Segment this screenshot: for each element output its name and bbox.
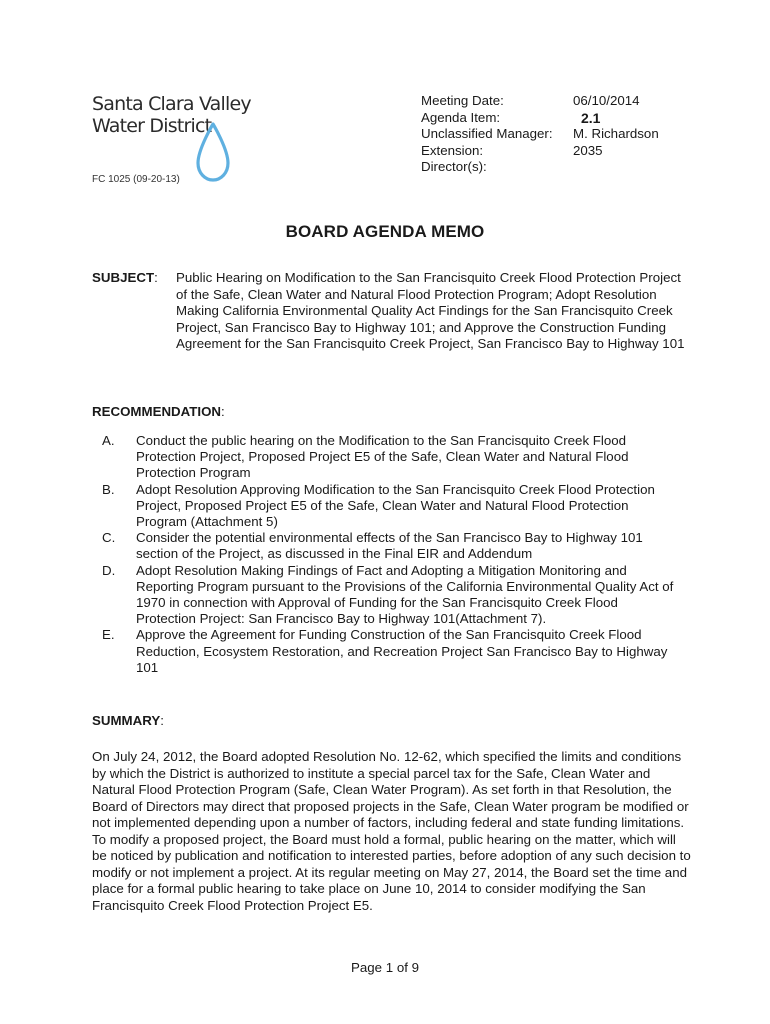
extension-value: 2035: [573, 142, 603, 158]
directors-label: Director(s):: [421, 159, 487, 174]
form-code: FC 1025 (09-20-13): [92, 174, 180, 185]
page-title: BOARD AGENDA MEMO: [285, 222, 485, 241]
subject-label: [92, 270, 176, 353]
meeting-metadata: [421, 93, 659, 176]
summary-heading: [92, 713, 164, 728]
list-item: [102, 563, 682, 628]
summary-text: On July 24, 2012, the Board adopted Resolution No. 12-62, which specified the limits and conditions by which the District is authorized to institute a special parcel tax for the Safe, Clean Water and Natural Flood Protection Program (Safe, Clean Water Program). As set forth in that Resolution, the Board of Directors may direct that proposed projects in the Safe, Clean Water program be modified or not implemented depending upon a number of factors, including federal and state funding limitations. To modify a proposed project, the Board must hold a formal, public hearing on the matter, which will be noticed by publication and notification to interested parties, before adoption of any such decision to modify or not implement a project. At its regular meeting on May 27, 2014, the Board set the time and place for a formal public hearing to take place on June 10, 2014 to consider modifying the San Francisquito Creek Flood Protection Project E5.: [92, 749, 691, 913]
list-item: [102, 482, 682, 531]
list-item-letter: C.: [102, 530, 116, 546]
meeting-date-label: Meeting Date:: [421, 93, 504, 108]
meeting-date-row: [421, 93, 659, 110]
list-item-text: Adopt Resolution Making Findings of Fact and Adopting a Mitigation Monitoring and Reporting Program pursuant to the Provisions of the California Environmental Quality Act of 1970 in connection with Approval of Funding for the San Francisquito Creek Flood Protection Project: San Francisco Bay to Highway 101(Attachment 7).: [136, 562, 674, 627]
meeting-date-value: 06/10/2014: [573, 93, 640, 108]
directors-row: [421, 159, 659, 176]
subject-section: [92, 270, 692, 353]
manager-label: Unclassified Manager:: [421, 126, 553, 141]
list-item-text: Adopt Resolution Approving Modification to the San Francisquito Creek Flood Protection Project, Proposed Project E5 of the Safe, Clean Water and Natural Flood Protection Program (Attachment 5): [136, 481, 655, 530]
recommendation-heading: [92, 404, 225, 419]
agenda-item-value: 2.1: [581, 109, 601, 126]
recommendation-colon: :: [221, 404, 225, 419]
agenda-item-label: Agenda Item:: [421, 109, 501, 125]
list-item: [102, 627, 682, 676]
manager-row: [421, 126, 659, 143]
list-item-text: Conduct the public hearing on the Modification to the San Francisquito Creek Flood Protection Project, Proposed Project E5 of the Safe, Clean Water and Natural Flood Protection Program: [136, 433, 629, 481]
list-item: [102, 530, 682, 562]
recommendation-list: [102, 433, 682, 676]
summary-label: SUMMARY: [92, 713, 161, 728]
logo-line-2: Water District: [92, 115, 212, 137]
list-item-text: Consider the potential environmental effects of the San Francisco Bay to Highway 101 section of the Project, as discussed in the Final EIR and Addendum: [136, 530, 643, 562]
list-item-text: Approve the Agreement for Funding Construction of the San Francisquito Creek Flood Reduction, Ecosystem Restoration, and Recreation Project San Francisco Bay to Highway 101: [136, 627, 668, 675]
subject-text: Public Hearing on Modification to the San Francisquito Creek Flood Protection Project of the Safe, Clean Water and Natural Flood Protection Program; Adopt Resolution Making California Environmental Quality Act Findings for the San Francisquito Creek Project, San Francisco Bay to Highway 101; and Approve the Construction Funding Agreement for the San Francisquito Creek Project, San Francisco Bay to Highway 101: [176, 270, 685, 351]
extension-row: [421, 143, 659, 160]
water-drop-icon: [194, 121, 232, 183]
manager-value: M. Richardson: [573, 126, 659, 141]
extension-label: Extension:: [421, 142, 484, 158]
logo-line-1: Santa Clara Valley: [92, 93, 251, 115]
recommendation-label: RECOMMENDATION: [92, 404, 222, 419]
agenda-item-row: [421, 110, 659, 127]
list-item-letter: A.: [102, 433, 115, 448]
list-item-letter: E.: [102, 627, 115, 643]
subject-label-text: SUBJECT: [92, 270, 155, 285]
summary-colon: :: [160, 713, 164, 728]
list-item: [102, 433, 682, 482]
list-item-letter: D.: [102, 562, 116, 578]
page-number: Page 1 of 9: [350, 960, 420, 975]
list-item-letter: B.: [102, 481, 115, 497]
subject-colon: :: [154, 270, 158, 285]
